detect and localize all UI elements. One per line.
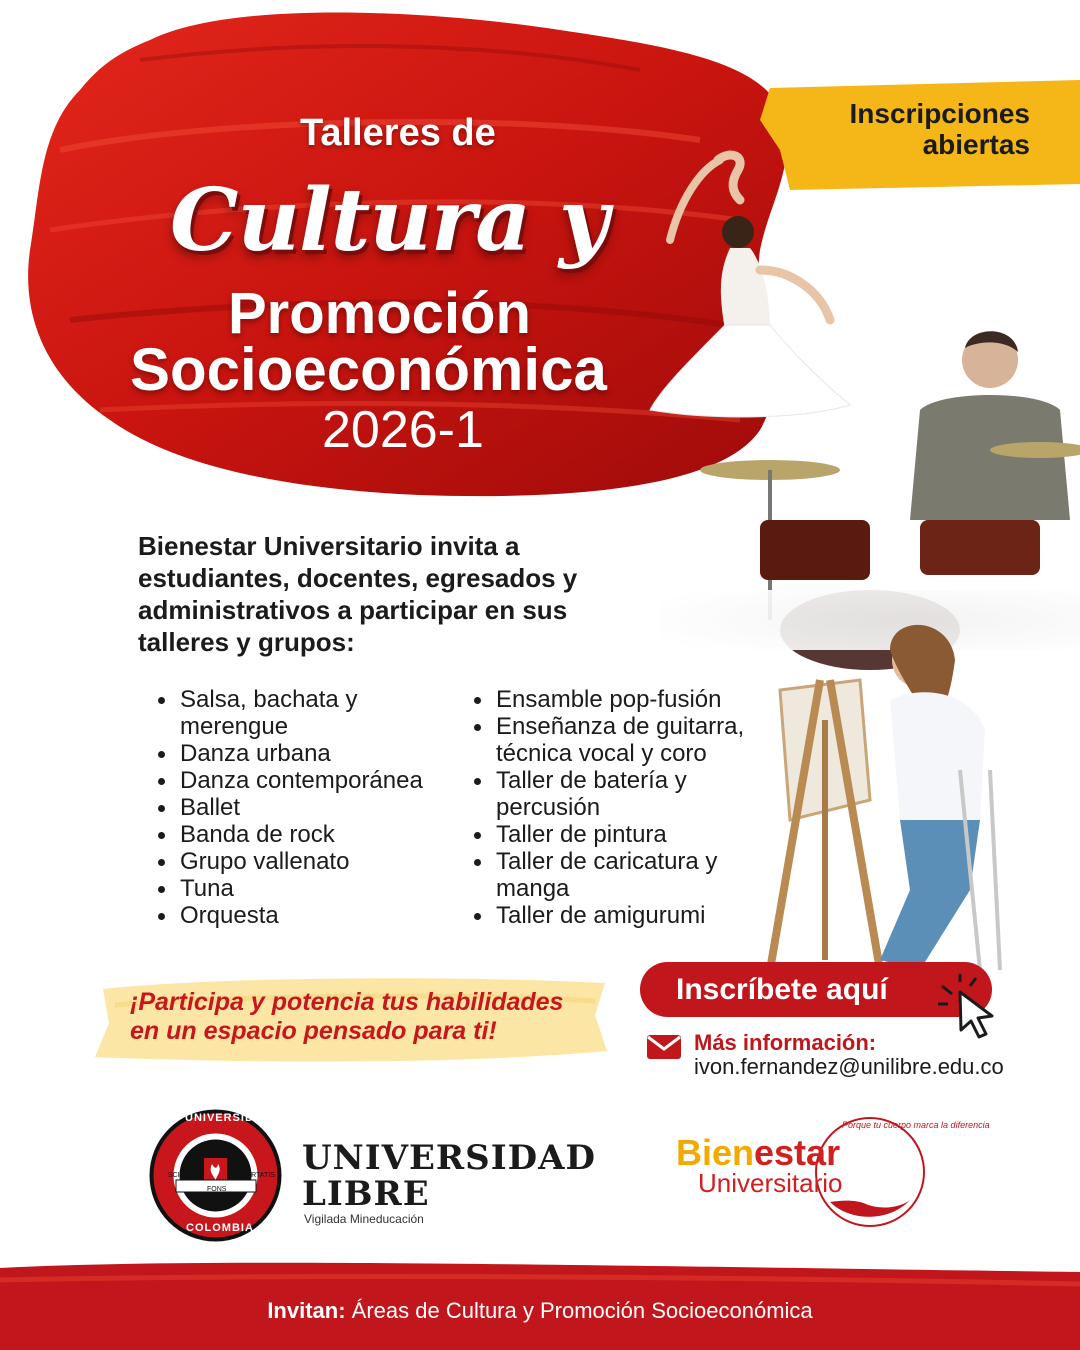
list-item: Taller de pintura <box>472 821 782 848</box>
contact-email[interactable]: ivon.fernandez@unilibre.edu.co <box>694 1054 1004 1079</box>
footer-invitation: Invitan: Áreas de Cultura y Promoción Socioeconómica <box>267 1298 813 1323</box>
list-item: Taller de amigurumi <box>472 902 782 929</box>
list-item: Enseñanza de guitarra, técnica vocal y coro <box>472 713 782 767</box>
seal-right-text: LIBERTATIS <box>236 1172 275 1179</box>
ballerina-image <box>650 155 850 417</box>
intro-paragraph: Bienestar Universitario invita a estudiantes, docentes, egresados y administrativos a participar en sus talleres y grupos: <box>138 531 578 657</box>
envelope-icon <box>646 1034 682 1060</box>
bienestar-wordmark: Bienestar <box>676 1132 841 1173</box>
list-item: Salsa, bachata y merengue <box>156 686 466 740</box>
list-item: Orquesta <box>156 902 466 929</box>
hero-year: 2026-1 <box>322 401 484 459</box>
cursor-click-icon <box>930 972 1010 1044</box>
painter-image <box>770 625 1000 970</box>
list-item: Taller de caricatura y manga <box>472 848 782 902</box>
workshops-list-left <box>156 686 466 929</box>
universidad-libre-wordmark: UNIVERSIDAD LIBRE <box>302 1138 596 1214</box>
register-button[interactable]: Inscríbete aquí <box>640 962 992 1017</box>
seal-bottom-text: COLOMBIA <box>186 1222 254 1234</box>
list-item: Tuna <box>156 875 466 902</box>
seal-top-text: UNIVERSIDAD LIBRE <box>185 1112 314 1124</box>
more-info-label: Más información: <box>694 1030 877 1055</box>
hero-line-socioeconomica: Socioeconómica <box>130 336 607 403</box>
seal-left-text: SCIENTIA <box>168 1172 201 1179</box>
bienestar-universitario-text: Universitario <box>698 1168 843 1198</box>
hero-line-cultura: Cultura y <box>170 170 608 271</box>
list-item: Ensamble pop-fusión <box>472 686 782 713</box>
list-item: Ballet <box>156 794 466 821</box>
hero-line-promocion: Promoción <box>228 281 531 346</box>
hero-line-talleres: Talleres de <box>300 112 496 154</box>
tagline: ¡Participa y potencia tus habilidades en un espacio pensado para ti! <box>130 988 564 1045</box>
list-item: Taller de batería y percusión <box>472 767 782 821</box>
bienestar-ring-text: Porque tu cuerpo marca la diferencia <box>842 1120 990 1130</box>
list-item: Danza urbana <box>156 740 466 767</box>
workshops-list-right <box>472 686 782 929</box>
list-item: Danza contemporánea <box>156 767 466 794</box>
seal-center-text: FONS <box>207 1186 227 1193</box>
registration-banner-text: Inscripciones abiertas <box>849 98 1030 160</box>
list-item: Banda de rock <box>156 821 466 848</box>
list-item: Grupo vallenato <box>156 848 466 875</box>
vigilada-label: Vigilada Mineducación <box>304 1212 424 1226</box>
